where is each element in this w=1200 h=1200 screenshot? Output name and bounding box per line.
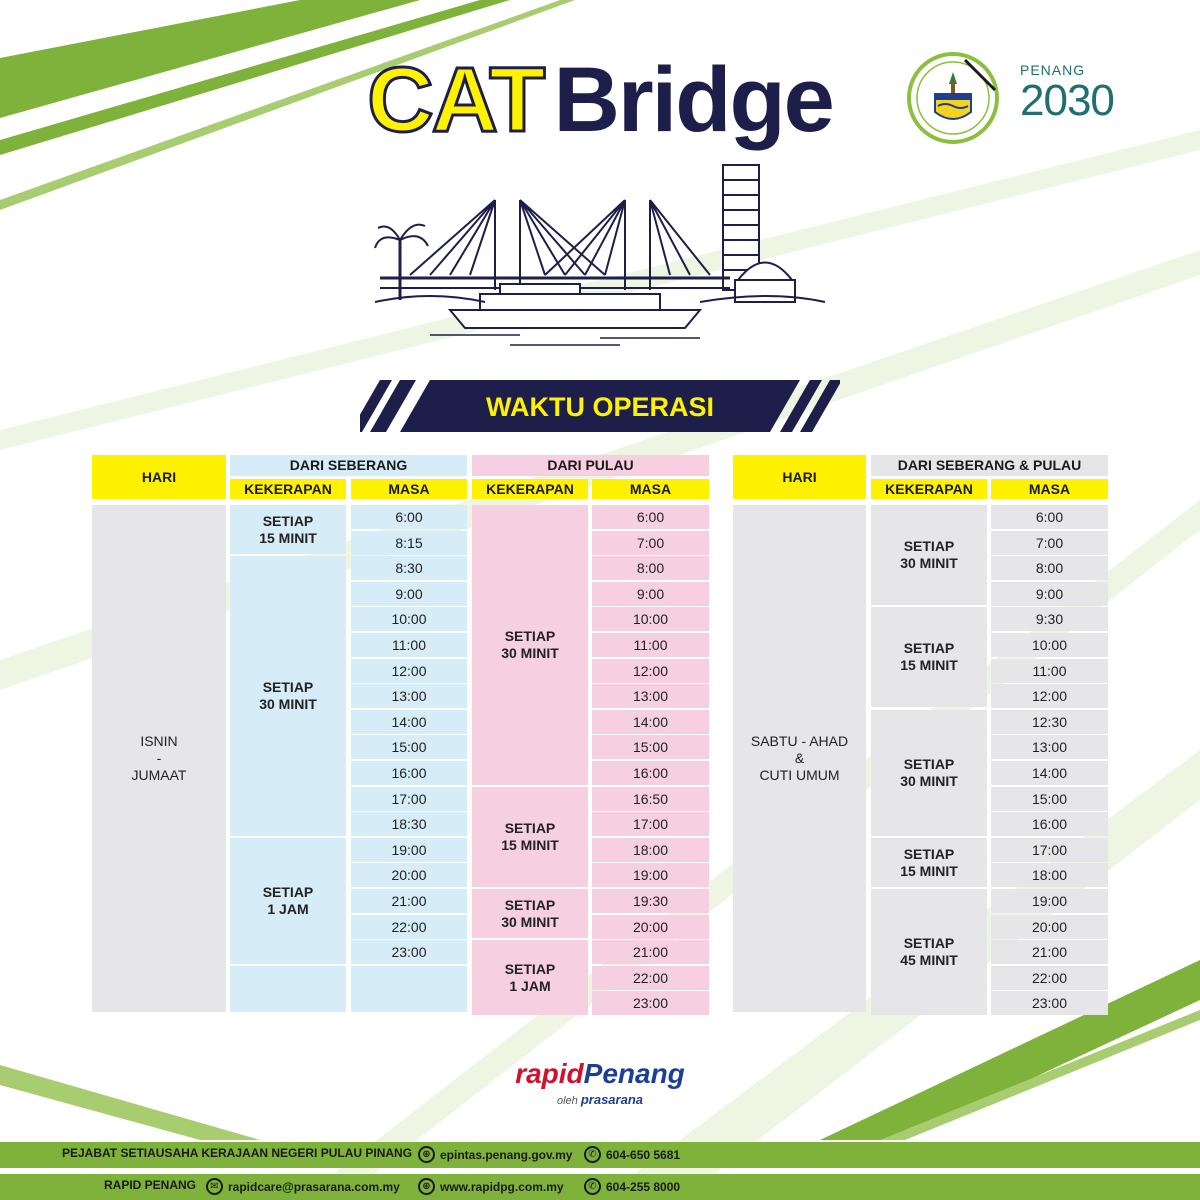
freq-seberang: SETIAP 1 JAM xyxy=(230,838,346,964)
time-seberang: 23:00 xyxy=(351,940,467,964)
footer-web-2[interactable] xyxy=(418,1178,564,1195)
header-dari-seberang: DARI SEBERANG xyxy=(230,455,467,476)
header-dari-seberang-pulau: DARI SEBERANG & PULAU xyxy=(871,455,1108,476)
time-pulau: 13:00 xyxy=(592,684,709,708)
empty-cell xyxy=(230,966,346,1012)
footer-email[interactable] xyxy=(206,1178,400,1195)
penang-word: Penang xyxy=(583,1058,685,1089)
rapid-word: rapid xyxy=(515,1058,584,1089)
time-pulau: 20:00 xyxy=(592,915,709,939)
penang-2030-logo xyxy=(1020,62,1170,124)
time-weekend: 11:00 xyxy=(991,659,1108,683)
time-seberang: 6:00 xyxy=(351,505,467,529)
time-weekend: 9:30 xyxy=(991,607,1108,631)
time-pulau: 10:00 xyxy=(592,607,709,631)
time-seberang: 16:00 xyxy=(351,761,467,785)
footer-web-1-text: epintas.penang.gov.my xyxy=(440,1147,573,1162)
freq-pulau: SETIAP 30 MINIT xyxy=(472,505,588,785)
time-pulau: 16:50 xyxy=(592,787,709,811)
time-weekend: 16:00 xyxy=(991,812,1108,836)
time-weekend: 19:00 xyxy=(991,889,1108,913)
freq-seberang: SETIAP 30 MINIT xyxy=(230,556,346,836)
globe-icon: ⊕ xyxy=(418,1146,435,1163)
freq-weekend: SETIAP 45 MINIT xyxy=(871,889,987,1015)
time-seberang: 13:00 xyxy=(351,684,467,708)
time-seberang: 18:30 xyxy=(351,812,467,836)
header-masa: MASA xyxy=(592,479,709,499)
freq-weekend: SETIAP 30 MINIT xyxy=(871,505,987,605)
time-weekend: 21:00 xyxy=(991,940,1108,964)
time-pulau: 8:00 xyxy=(592,556,709,580)
oleh-label: oleh xyxy=(556,1095,578,1107)
footer-row-2 xyxy=(0,1174,1200,1200)
time-weekend: 13:00 xyxy=(991,735,1108,759)
header-hari-weekend: HARI xyxy=(733,455,866,499)
time-pulau: 15:00 xyxy=(592,735,709,759)
header-dari-pulau: DARI PULAU xyxy=(472,455,709,476)
header-kekerapan: KEKERAPAN xyxy=(472,479,588,499)
time-pulau: 6:00 xyxy=(592,505,709,529)
time-weekend: 9:00 xyxy=(991,582,1108,606)
email-icon: ✉ xyxy=(206,1178,223,1195)
prasarana-logo xyxy=(0,1092,1200,1107)
time-pulau: 7:00 xyxy=(592,531,709,555)
rapid-penang-logo xyxy=(0,1058,1200,1090)
header-masa: MASA xyxy=(991,479,1108,499)
day-weekend: SABTU - AHAD & CUTI UMUM xyxy=(733,505,866,1012)
header-hari: HARI xyxy=(92,455,226,499)
time-weekend: 15:00 xyxy=(991,787,1108,811)
footer-org-1: PEJABAT SETIAUSAHA KERAJAAN NEGERI PULAU PINANG xyxy=(62,1146,413,1160)
footer-phone-2[interactable] xyxy=(584,1178,680,1195)
phone-icon: ✆ xyxy=(584,1146,601,1163)
time-seberang: 10:00 xyxy=(351,607,467,631)
bridge-skyline-illustration xyxy=(370,160,830,350)
time-seberang: 19:00 xyxy=(351,838,467,862)
time-weekend: 22:00 xyxy=(991,966,1108,990)
time-weekend: 14:00 xyxy=(991,761,1108,785)
penang-year: 2030 xyxy=(1020,76,1114,125)
time-pulau: 11:00 xyxy=(592,633,709,657)
footer-phone-1[interactable] xyxy=(584,1146,680,1163)
time-weekend: 23:00 xyxy=(991,991,1108,1015)
time-pulau: 17:00 xyxy=(592,812,709,836)
title-cat: CAT xyxy=(367,49,544,151)
empty-cell xyxy=(351,966,467,1012)
time-seberang: 21:00 xyxy=(351,889,467,913)
header-kekerapan: KEKERAPAN xyxy=(871,479,987,499)
time-pulau: 19:30 xyxy=(592,889,709,913)
time-seberang: 9:00 xyxy=(351,582,467,606)
time-seberang: 8:30 xyxy=(351,556,467,580)
freq-weekend: SETIAP 30 MINIT xyxy=(871,710,987,836)
freq-pulau: SETIAP 15 MINIT xyxy=(472,787,588,887)
time-pulau: 23:00 xyxy=(592,991,709,1015)
time-weekend: 20:00 xyxy=(991,915,1108,939)
time-weekend: 10:00 xyxy=(991,633,1108,657)
time-weekend: 7:00 xyxy=(991,531,1108,555)
day-weekday: ISNIN - JUMAAT xyxy=(92,505,226,1012)
prasarana-label: prasarana xyxy=(580,1092,643,1107)
header-masa: MASA xyxy=(351,479,467,499)
title-bridge: Bridge xyxy=(553,49,833,151)
footer-email-text: rapidcare@prasarana.com.my xyxy=(228,1179,400,1194)
time-pulau: 19:00 xyxy=(592,863,709,887)
penang-crest-icon xyxy=(905,50,1001,146)
time-pulau: 16:00 xyxy=(592,761,709,785)
time-seberang: 12:00 xyxy=(351,659,467,683)
time-seberang: 15:00 xyxy=(351,735,467,759)
freq-pulau: SETIAP 30 MINIT xyxy=(472,889,588,938)
time-seberang: 8:15 xyxy=(351,531,467,555)
freq-pulau: SETIAP 1 JAM xyxy=(472,940,588,1015)
penang-label: PENANG xyxy=(1020,62,1086,78)
footer-org-2: RAPID PENANG xyxy=(104,1178,197,1192)
time-seberang: 11:00 xyxy=(351,633,467,657)
time-seberang: 17:00 xyxy=(351,787,467,811)
header-kekerapan: KEKERAPAN xyxy=(230,479,346,499)
freq-seberang: SETIAP 15 MINIT xyxy=(230,505,346,554)
time-pulau: 9:00 xyxy=(592,582,709,606)
time-pulau: 12:00 xyxy=(592,659,709,683)
time-seberang: 20:00 xyxy=(351,863,467,887)
time-pulau: 21:00 xyxy=(592,940,709,964)
footer-phone-2-text: 604-255 8000 xyxy=(606,1179,681,1194)
globe-icon: ⊕ xyxy=(418,1178,435,1195)
time-pulau: 22:00 xyxy=(592,966,709,990)
footer-web-1[interactable] xyxy=(418,1146,572,1163)
time-weekend: 12:30 xyxy=(991,710,1108,734)
time-seberang: 14:00 xyxy=(351,710,467,734)
time-weekend: 6:00 xyxy=(991,505,1108,529)
waktu-operasi-label: WAKTU OPERASI xyxy=(485,392,714,422)
time-weekend: 18:00 xyxy=(991,863,1108,887)
freq-weekend: SETIAP 15 MINIT xyxy=(871,838,987,887)
time-weekend: 8:00 xyxy=(991,556,1108,580)
freq-weekend: SETIAP 15 MINIT xyxy=(871,607,987,707)
footer-row-1 xyxy=(0,1142,1200,1168)
footer-phone-1-text: 604-650 5681 xyxy=(606,1147,681,1162)
footer-web-2-text: www.rapidpg.com.my xyxy=(440,1179,564,1194)
time-weekend: 12:00 xyxy=(991,684,1108,708)
phone-icon: ✆ xyxy=(584,1178,601,1195)
time-pulau: 18:00 xyxy=(592,838,709,862)
time-seberang: 22:00 xyxy=(351,915,467,939)
time-weekend: 17:00 xyxy=(991,838,1108,862)
time-pulau: 14:00 xyxy=(592,710,709,734)
